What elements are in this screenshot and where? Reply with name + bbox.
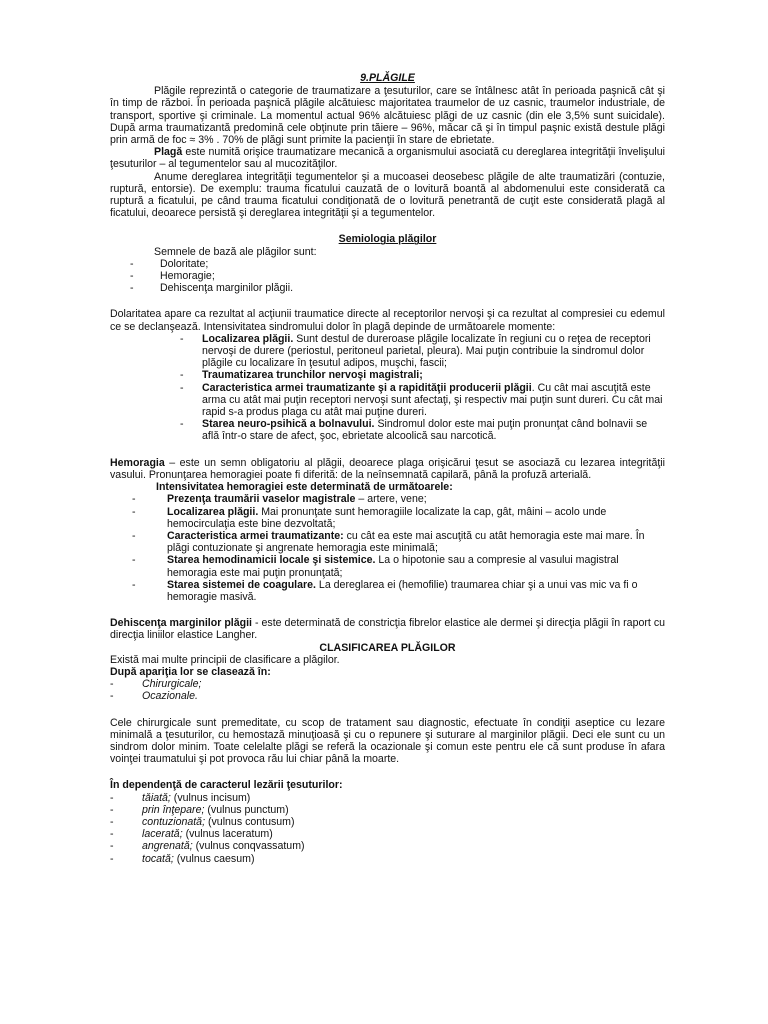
list-item: - prin înţepare; (vulnus punctum)	[110, 804, 665, 816]
dehiscence-term: Dehiscenţa marginilor plăgii	[110, 617, 252, 630]
list-item: - lacerată; (vulnus laceratum)	[110, 828, 665, 840]
dehiscence-paragraph: Dehiscenţa marginilor plăgii - este determinată de constricţia fibrelor elastice ale dermei şi direcţia plăgii în raport cu direcţia liniilor elastice Langher.	[110, 617, 666, 642]
list-item: - Starea neuro-psihică a bolnavului. Sindromul dolor este mai puţin pronunţat când bolnavii se află într-o stare de afect, şoc, ebrietate alcoolică sau narcotică.	[110, 418, 665, 442]
intro-paragraph-3: Anume dereglarea integrităţii tegumentelor şi a mucoasei deosebesc plăgile de alte traumatizări (contuzie, ruptură, entorsie). De exemplu: trauma ficatului cauzată de o lovitură boantă al abdomenului este considerată ca ruptură a ficatului, pe când trauma ficatului condiţionată de o lovitură penetrantă de cuţit este considerată plagă al ficatului, deoarece persistă şi dereglarea integrităţii şi a tegumentelor.	[110, 170, 665, 220]
document-page	[110, 72, 665, 865]
origin-list	[110, 678, 665, 702]
list-item: - Prezenţa traumării vaselor magistrale – artere, vene;	[110, 493, 665, 505]
list-item: - Localizarea plăgii. Mai pronunţate sunt hemoragiile localizate la cap, gât, mâini – acolo unde hemocirculaţia este bine dezvoltată;	[110, 506, 665, 530]
list-item: - Caracteristica armei traumatizante: cu cât ea este mai ascuţită cu atât hemoragia este mai mare. În plăgi contuzionate şi angrenate hemoragia este minimală;	[110, 530, 665, 554]
hemorrhage-intro: Hemoragia – este un semn obligatoriu al plăgii, deoarece plaga orişicărui ţesut se asociază cu lezarea integrităţii vasului. Pronunţarea hemoragiei poate fi diferită: de la neînsemnată capilară, până la profuză arterială.	[110, 456, 665, 481]
signs-list	[110, 258, 665, 295]
classification-heading: CLASIFICAREA PLĂGILOR	[319, 641, 456, 654]
list-item: - angrenată; (vulnus conqvassatum)	[110, 840, 665, 852]
list-item: - Traumatizarea trunchilor nervoşi magistrali;	[110, 369, 665, 381]
intro-paragraph-2: Plagă este numită orişice traumatizare mecanică a organismului asociată cu dereglarea integrităţii învelişului ţesuturilor – al tegumentelor sau al mucozităţilor.	[110, 146, 665, 171]
intro-paragraph-1: Plăgile reprezintă o categorie de traumatizare a ţesuturilor, care se întâlnesc atât în perioada paşnică cât şi în timp de război. În perioada paşnică plăgile alcătuiesc majoritatea traumelor de uz casnic, traumelor industriale, de transport, sportive şi criminale. La momentul actual 96% alcătuiesc plăgi de uz casnic (din ele 3,5% sunt suicidale). După arma traumatizantă predomină cele obţinute prin tăiere – 96%, măcar că şi în timpul paşnic există destule plăgi prin armă de foc ≈ 3% . 70% de plăgi sunt primite la pacienţii în stare de ebrietate.	[110, 85, 665, 147]
list-item: - Caracteristica armei traumatizante şi a rapidităţii producerii plăgii. Cu cât mai ascuţită este arma cu atât mai puţin receptori nervoşi sunt afectaţi, şi respectiv mai puţin sunt dureri. Cu cât mai rapid s-a produs plaga cu atât mai puţine dureri.	[110, 382, 665, 419]
list-item: - tăiată; (vulnus incisum)	[110, 792, 665, 804]
plaga-term: Plagă	[154, 146, 183, 159]
classification-lead: Există mai multe principii de clasificare a plăgilor.	[110, 653, 340, 666]
list-item: - Localizarea plăgii. Sunt destul de dureroase plăgile localizate în regiuni cu o reţea de receptori nervoşi de durere (periostul, peritoneul parietal, pleura). Mai puţin contribuie la sindromul dolor plăgile cu localizare în ţesutul adipos, muşchi, fascii;	[110, 333, 665, 370]
hemorrhage-factors-list	[110, 493, 665, 603]
origin-heading: După apariţia lor se clasează în:	[110, 665, 271, 678]
semiology-lead: Semnele de bază ale plăgilor sunt:	[154, 245, 317, 258]
pain-factors-list	[110, 333, 665, 443]
list-item: - tocată; (vulnus caesum)	[110, 853, 665, 865]
classification-explanation: Cele chirurgicale sunt premeditate, cu scop de tratament sau diagnostic, efectuate în condiţii aseptice cu lezare minimală a ţesuturilor, cu hemostază minuţioasă şi cu o repunere şi suturare al marginilor plăgii. Deci ele sunt cu un sindrom dolor minim. Toate celelalte plăgi se referă la ocazionale şi comun este pentru ele că sunt produse în afara voinţei traumatului şi pot provoca rău lui chiar până la moarte.	[110, 716, 665, 766]
hemorrhage-heading: Intensivitatea hemoragiei este determinată de următoarele:	[156, 481, 453, 494]
pain-intro: Dolaritatea apare ca rezultat al acţiunii traumatice directe al receptorilor nervoşi şi ca rezultat al compresiei cu edemul ce se declanşează. Intensivitatea sindromului dolor în plagă depinde de următoarele momente:	[110, 308, 665, 333]
list-item: - Starea hemodinamicii locale şi sistemice. La o hipotonie sau a compresie al vasului magistral hemoragia este mai puţin pronunţată;	[110, 554, 665, 578]
list-item: - Ocazionale.	[110, 690, 665, 702]
hemorrhage-term: Hemoragia	[110, 456, 165, 469]
type-list	[110, 792, 665, 865]
list-item: - Starea sistemei de coagulare. La dereglarea ei (hemofilie) traumarea chiar şi a unui vas mic va fi o hemoragie masivă.	[110, 579, 665, 603]
semiology-heading: Semiologia plăgilor	[338, 233, 437, 246]
type-heading: În dependenţă de caracterul lezării ţesuturilor:	[110, 779, 343, 792]
list-item: - Hemoragie;	[110, 270, 665, 282]
list-item: - Doloritate;	[110, 258, 665, 270]
list-item: - Dehiscenţa marginilor plăgii.	[110, 282, 665, 294]
page-title: 9.PLĂGILE	[360, 72, 415, 84]
list-item: - contuzionată; (vulnus contusum)	[110, 816, 665, 828]
list-item: - Chirurgicale;	[110, 678, 665, 690]
